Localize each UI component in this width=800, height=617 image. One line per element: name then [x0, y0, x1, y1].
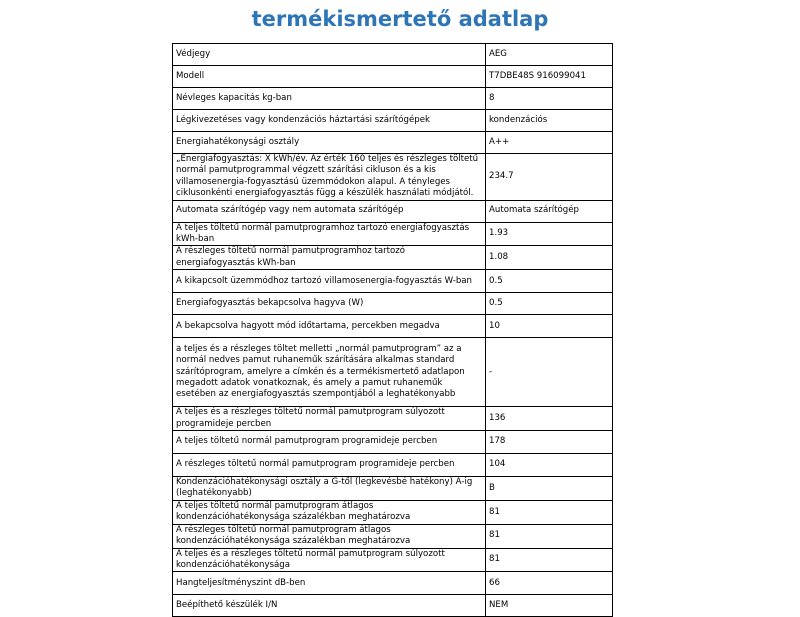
- table-row: [173, 500, 613, 524]
- table-row: [173, 431, 613, 454]
- row-value: 8: [486, 88, 613, 110]
- table-row: [173, 110, 613, 132]
- row-value: T7DBE48S 916099041: [486, 66, 613, 88]
- table-row: [173, 222, 613, 246]
- row-label: a teljes és a részleges töltet melletti „normál pamutprogram” az a normál nedves pamut ruhaneműk szárítására alkalmas standard szárítóprogram, amelyre a címkén és a termékismertető adatlapon megadott adatok vonatkoznak, és amely a pamut ruhaneműk esetében az energiafogyasztás szempontjából a leghatékonyabb: [173, 338, 486, 407]
- row-label: Védjegy: [173, 44, 486, 66]
- row-value: 81: [486, 548, 613, 572]
- row-value: NEM: [486, 595, 613, 617]
- row-value: A++: [486, 132, 613, 154]
- row-label: Légkivezetéses vagy kondenzációs háztartási szárítógépek: [173, 110, 486, 132]
- row-label: Névleges kapacitás kg-ban: [173, 88, 486, 110]
- row-value: 81: [486, 500, 613, 524]
- table-row: [173, 154, 613, 201]
- row-label: Kondenzációhatékonysági osztály a G-től (legkevésbé hatékony) A-ig (leghatékonyabb): [173, 477, 486, 501]
- row-label: Energiahatékonysági osztály: [173, 132, 486, 154]
- row-label: A teljes töltetű normál pamutprogram átlagos kondenzációhatékonysága százalékban meghatározva: [173, 500, 486, 524]
- table-row: [173, 477, 613, 501]
- row-value: Automata szárítógép: [486, 200, 613, 222]
- row-value: -: [486, 338, 613, 407]
- row-value: 0.5: [486, 270, 613, 293]
- row-value: 0.5: [486, 293, 613, 315]
- table-row: [173, 524, 613, 548]
- row-value: 1.93: [486, 222, 613, 246]
- row-label: A részleges töltetű normál pamutprogram programideje percben: [173, 454, 486, 477]
- row-label: A részleges töltetű normál pamutprogram átlagos kondenzációhatékonysága százalékban meghatározva: [173, 524, 486, 548]
- row-label: Energiafogyasztás bekapcsolva hagyva (W): [173, 293, 486, 315]
- row-value: kondenzációs: [486, 110, 613, 132]
- table-row: [173, 66, 613, 88]
- row-value: 178: [486, 431, 613, 454]
- table-row: [173, 246, 613, 270]
- row-value: 104: [486, 454, 613, 477]
- row-label: A részleges töltetű normál pamutprogramhoz tartozó energiafogyasztás kWh-ban: [173, 246, 486, 270]
- table-row: [173, 200, 613, 222]
- table-row: [173, 44, 613, 66]
- row-label: A teljes és a részleges töltetű normál pamutprogram súlyozott kondenzációhatékonysága: [173, 548, 486, 572]
- table-row: [173, 595, 613, 617]
- table-row: [173, 338, 613, 407]
- row-value: 1.08: [486, 246, 613, 270]
- row-value: 81: [486, 524, 613, 548]
- row-label: Beépíthető készülék I/N: [173, 595, 486, 617]
- product-data-table: [172, 43, 613, 617]
- row-label: A teljes töltetű normál pamutprogramhoz tartozó energiafogyasztás kWh-ban: [173, 222, 486, 246]
- table-row: [173, 88, 613, 110]
- row-value: 10: [486, 315, 613, 338]
- row-label: A kikapcsolt üzemmódhoz tartozó villamosenergia-fogyasztás W-ban: [173, 270, 486, 293]
- row-label: Hangteljesítményszint dB-ben: [173, 572, 486, 595]
- row-value: 234.7: [486, 154, 613, 201]
- row-label: A teljes töltetű normál pamutprogram programideje percben: [173, 431, 486, 454]
- row-value: 136: [486, 407, 613, 431]
- table-row: [173, 132, 613, 154]
- row-label: „Energiafogyasztás: X kWh/év. Az érték 160 teljes és részleges töltetű normál pamutprogrammal végzett szárítási cikluson és a kis villamosenergia-fogyasztású üzemmódokon alapul. A tényleges ciklusonkénti energiafogyasztás függ a készülék használati módjától.: [173, 154, 486, 201]
- row-label: Modell: [173, 66, 486, 88]
- table-row: [173, 270, 613, 293]
- table-row: [173, 315, 613, 338]
- row-value: 66: [486, 572, 613, 595]
- row-label: A teljes és a részleges töltetű normál pamutprogram súlyozott programideje percben: [173, 407, 486, 431]
- row-value: AEG: [486, 44, 613, 66]
- row-label: Automata szárítógép vagy nem automata szárítógép: [173, 200, 486, 222]
- row-value: B: [486, 477, 613, 501]
- table-row: [173, 572, 613, 595]
- table-row: [173, 407, 613, 431]
- table-row: [173, 548, 613, 572]
- row-label: A bekapcsolva hagyott mód időtartama, percekben megadva: [173, 315, 486, 338]
- table-row: [173, 293, 613, 315]
- table-row: [173, 454, 613, 477]
- table-body: [173, 44, 613, 617]
- page-title: termékismertető adatlap: [251, 7, 549, 31]
